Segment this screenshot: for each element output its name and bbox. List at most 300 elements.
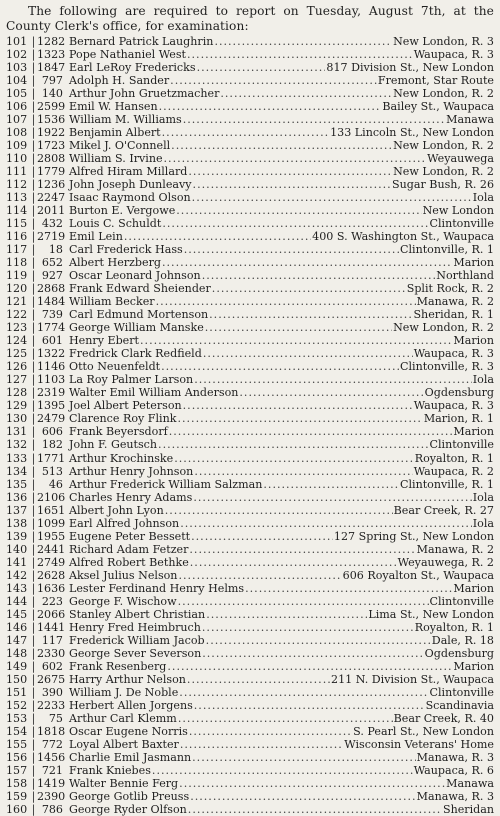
list-item bbox=[6, 452, 494, 465]
registrant-address: Iola bbox=[472, 490, 494, 504]
list-item bbox=[6, 178, 494, 191]
order-number: 390 bbox=[41, 685, 63, 699]
order-number: 1103 bbox=[37, 373, 66, 387]
column-separator: | bbox=[31, 451, 36, 465]
registrant-name: Frank Kniebes bbox=[69, 763, 151, 777]
column-separator: | bbox=[31, 295, 36, 309]
column-separator: | bbox=[31, 61, 36, 75]
registrant-name: Albert Herzberg bbox=[69, 256, 161, 270]
column-separator: | bbox=[31, 477, 36, 491]
column-separator: | bbox=[31, 659, 36, 673]
order-number: 772 bbox=[41, 737, 63, 751]
registrant-address: Marion bbox=[453, 581, 494, 595]
registrant-address: Fremont, Star Route bbox=[377, 74, 494, 88]
list-item bbox=[6, 803, 494, 816]
registrant-name: William M. Williams bbox=[69, 113, 182, 127]
column-separator: | bbox=[31, 165, 36, 179]
list-item bbox=[6, 204, 494, 217]
registrant-name: John F. Geutsch bbox=[69, 438, 158, 452]
registrant-name: Herbert Allen Jorgens bbox=[69, 698, 193, 712]
registrant-name: Oscar Eugene Norris bbox=[69, 724, 188, 738]
serial-number: 133 bbox=[6, 451, 28, 465]
serial-number: 116 bbox=[6, 230, 28, 244]
list-item bbox=[6, 764, 494, 777]
column-separator: | bbox=[31, 360, 36, 374]
order-number: 1456 bbox=[37, 750, 66, 764]
order-number: 2628 bbox=[37, 568, 66, 582]
registrant-address: Waupaca, R. 3 bbox=[413, 48, 494, 62]
registrant-address: Clintonville bbox=[429, 594, 494, 608]
registrant-name: George William Manske bbox=[69, 321, 204, 335]
list-item bbox=[6, 777, 494, 790]
column-separator: | bbox=[31, 139, 36, 153]
serial-number: 119 bbox=[6, 269, 28, 283]
leader-dots bbox=[187, 48, 413, 61]
registrant-address: 211 N. Division St., Waupaca bbox=[331, 672, 494, 686]
registrant-address: 400 S. Washington St., Waupaca bbox=[312, 230, 494, 244]
leader-dots bbox=[140, 334, 452, 347]
serial-number: 157 bbox=[6, 763, 28, 777]
order-number: 1847 bbox=[37, 61, 66, 75]
column-separator: | bbox=[31, 74, 36, 88]
registrant-address: Scandinavia bbox=[425, 698, 494, 712]
list-item bbox=[6, 465, 494, 478]
serial-number: 148 bbox=[6, 646, 28, 660]
leader-dots bbox=[194, 373, 472, 386]
column-separator: | bbox=[31, 802, 36, 816]
registrant-address: Bear Creek, R. 40 bbox=[393, 711, 494, 725]
list-item bbox=[6, 673, 494, 686]
order-number: 721 bbox=[41, 763, 63, 777]
serial-number: 155 bbox=[6, 737, 28, 751]
registrant-address: New London, R. 2 bbox=[393, 87, 494, 101]
leader-dots bbox=[178, 569, 341, 582]
registrant-address: Sheridan bbox=[442, 802, 494, 816]
order-number: 2479 bbox=[37, 412, 66, 426]
registrant-address: Clintonville, R. 3 bbox=[399, 360, 494, 374]
registrant-name: Carl Edmund Mortenson bbox=[69, 308, 209, 322]
serial-number: 136 bbox=[6, 490, 28, 504]
leader-dots bbox=[171, 139, 392, 152]
leader-dots bbox=[176, 204, 421, 217]
order-number: 2066 bbox=[37, 607, 66, 621]
leader-dots bbox=[165, 504, 393, 517]
serial-number: 106 bbox=[6, 100, 28, 114]
registrant-address: Marion bbox=[453, 425, 494, 439]
serial-number: 122 bbox=[6, 308, 28, 322]
column-separator: | bbox=[31, 35, 36, 48]
column-separator: | bbox=[31, 321, 36, 335]
registrant-name: Frank Edward Sheiender bbox=[69, 282, 211, 296]
registrant-name: Frank Beyersdorf bbox=[69, 425, 168, 439]
list-item bbox=[6, 48, 494, 61]
registrant-address: New London, R. 2 bbox=[393, 321, 494, 335]
list-item bbox=[6, 282, 494, 295]
registrant-name: Pope Nathaniel West bbox=[69, 48, 186, 62]
registrant-name: Isaac Raymond Olson bbox=[69, 191, 191, 205]
list-item bbox=[6, 243, 494, 256]
registrant-address: Dale, R. 18 bbox=[431, 633, 494, 647]
serial-number: 102 bbox=[6, 48, 28, 62]
serial-number: 142 bbox=[6, 568, 28, 582]
column-separator: | bbox=[31, 230, 36, 244]
registrant-name: Richard Adam Fetzer bbox=[69, 542, 189, 556]
column-separator: | bbox=[31, 594, 36, 608]
column-separator: | bbox=[31, 516, 36, 530]
order-number: 927 bbox=[41, 269, 63, 283]
column-separator: | bbox=[31, 542, 36, 556]
list-item bbox=[6, 373, 494, 386]
list-item bbox=[6, 87, 494, 100]
order-number: 1922 bbox=[37, 126, 66, 140]
serial-number: 134 bbox=[6, 464, 28, 478]
registrant-address: Manawa bbox=[446, 113, 494, 127]
list-item bbox=[6, 295, 494, 308]
column-separator: | bbox=[31, 100, 36, 114]
leader-dots bbox=[191, 530, 333, 543]
order-number: 739 bbox=[41, 308, 63, 322]
leader-dots bbox=[178, 712, 393, 725]
leader-dots bbox=[202, 621, 414, 634]
leader-dots bbox=[187, 673, 330, 686]
order-number: 797 bbox=[41, 74, 63, 88]
registrant-address: Clintonville bbox=[429, 685, 494, 699]
registrant-address: Sheridan, R. 1 bbox=[413, 308, 494, 322]
column-separator: | bbox=[31, 698, 36, 712]
serial-number: 131 bbox=[6, 425, 28, 439]
registrant-address: Clintonville bbox=[429, 217, 494, 231]
serial-number: 120 bbox=[6, 282, 28, 296]
registrant-address: 606 Royalton St., Waupaca bbox=[342, 568, 494, 582]
leader-dots bbox=[174, 452, 414, 465]
column-separator: | bbox=[31, 425, 36, 439]
serial-number: 101 bbox=[6, 35, 28, 48]
registrant-name: Arthur John Gruetzmacher bbox=[69, 87, 220, 101]
registrant-name: George Ryder Olfson bbox=[69, 802, 187, 816]
serial-number: 103 bbox=[6, 61, 28, 75]
column-separator: | bbox=[31, 152, 36, 166]
leader-dots bbox=[183, 399, 413, 412]
column-separator: | bbox=[31, 347, 36, 361]
order-number: 117 bbox=[41, 633, 63, 647]
serial-number: 107 bbox=[6, 113, 28, 127]
registrant-address: Waupaca, R. 3 bbox=[413, 347, 494, 361]
registrant-name: George Sever Severson bbox=[69, 646, 202, 660]
order-number: 1723 bbox=[37, 139, 66, 153]
registrant-name: Henry Fred Heimbruch bbox=[69, 620, 201, 634]
leader-dots bbox=[178, 595, 429, 608]
list-item bbox=[6, 634, 494, 647]
order-number: 1818 bbox=[37, 724, 66, 738]
column-separator: | bbox=[31, 490, 36, 504]
serial-number: 111 bbox=[6, 165, 28, 179]
column-separator: | bbox=[31, 503, 36, 517]
leader-dots bbox=[124, 230, 311, 243]
list-item bbox=[6, 152, 494, 165]
column-separator: | bbox=[31, 308, 36, 322]
serial-number: 146 bbox=[6, 620, 28, 634]
column-separator: | bbox=[31, 113, 36, 127]
list-item bbox=[6, 556, 494, 569]
registrant-name: George Gotlib Preuss bbox=[69, 789, 190, 803]
order-number: 606 bbox=[41, 425, 63, 439]
column-separator: | bbox=[31, 607, 36, 621]
order-number: 1955 bbox=[37, 529, 66, 543]
leader-dots bbox=[164, 152, 427, 165]
serial-number: 151 bbox=[6, 685, 28, 699]
leader-dots bbox=[159, 100, 382, 113]
serial-number: 158 bbox=[6, 776, 28, 790]
order-number: 1322 bbox=[37, 347, 66, 361]
registrant-address: New London bbox=[422, 204, 494, 218]
column-separator: | bbox=[31, 711, 36, 725]
order-number: 2868 bbox=[37, 282, 66, 296]
order-number: 1282 bbox=[37, 35, 66, 48]
list-item bbox=[6, 191, 494, 204]
registrant-name: Walter Emil William Anderson bbox=[69, 386, 239, 400]
order-number: 1636 bbox=[37, 581, 66, 595]
list-item bbox=[6, 412, 494, 425]
registrant-address: New London, R. 3 bbox=[393, 35, 494, 48]
serial-number: 159 bbox=[6, 789, 28, 803]
order-number: 2247 bbox=[37, 191, 66, 205]
registrant-name: Aksel Julius Nelson bbox=[69, 568, 178, 582]
list-item bbox=[6, 425, 494, 438]
registrant-address: Manawa, R. 2 bbox=[416, 295, 494, 309]
registrant-name: Carl Frederick Hass bbox=[69, 243, 183, 257]
registrant-name: Earl LeRoy Fredericks bbox=[69, 61, 196, 75]
registrant-name: William Becker bbox=[69, 295, 155, 309]
registrant-name: Charles Henry Adams bbox=[69, 490, 193, 504]
serial-number: 156 bbox=[6, 750, 28, 764]
list-item bbox=[6, 608, 494, 621]
registrant-address: Weyauwega bbox=[427, 152, 494, 166]
serial-number: 117 bbox=[6, 243, 28, 257]
column-separator: | bbox=[31, 243, 36, 257]
registrant-name: Frank Resenberg bbox=[69, 659, 167, 673]
list-item bbox=[6, 647, 494, 660]
column-separator: | bbox=[31, 334, 36, 348]
list-item bbox=[6, 712, 494, 725]
registrant-name: Adolph H. Sander bbox=[69, 74, 170, 88]
leader-dots bbox=[190, 556, 397, 569]
serial-number: 129 bbox=[6, 399, 28, 413]
list-item bbox=[6, 569, 494, 582]
serial-number: 154 bbox=[6, 724, 28, 738]
column-separator: | bbox=[31, 191, 36, 205]
leader-dots bbox=[161, 360, 399, 373]
registrant-address: Ogdensburg bbox=[424, 646, 494, 660]
registrant-name: Walter Bennie Ferg bbox=[69, 776, 179, 790]
list-item bbox=[6, 790, 494, 803]
list-item bbox=[6, 438, 494, 451]
leader-dots bbox=[158, 438, 428, 451]
list-item bbox=[6, 660, 494, 673]
list-item bbox=[6, 360, 494, 373]
registrant-address: Waupaca, R. 3 bbox=[413, 399, 494, 413]
leader-dots bbox=[177, 412, 422, 425]
serial-number: 141 bbox=[6, 555, 28, 569]
order-number: 2808 bbox=[37, 152, 66, 166]
registrant-name: Alfred Hiram Millard bbox=[69, 165, 188, 179]
column-separator: | bbox=[31, 685, 36, 699]
serial-number: 135 bbox=[6, 477, 28, 491]
leader-dots bbox=[263, 478, 399, 491]
column-separator: | bbox=[31, 724, 36, 738]
column-separator: | bbox=[31, 178, 36, 192]
leader-dots bbox=[188, 165, 392, 178]
leader-dots bbox=[205, 321, 392, 334]
registrant-name: Loyal Albert Baxter bbox=[69, 737, 179, 751]
order-number: 2390 bbox=[37, 789, 66, 803]
registrant-list bbox=[6, 35, 494, 816]
list-item bbox=[6, 530, 494, 543]
list-item bbox=[6, 699, 494, 712]
registrant-address: Marion bbox=[453, 659, 494, 673]
order-number: 18 bbox=[48, 243, 63, 257]
order-number: 1651 bbox=[37, 503, 66, 517]
column-separator: | bbox=[31, 672, 36, 686]
column-separator: | bbox=[31, 633, 36, 647]
column-separator: | bbox=[31, 373, 36, 387]
leader-dots bbox=[193, 178, 391, 191]
registrant-name: Mikel J. O'Connell bbox=[69, 139, 171, 153]
serial-number: 153 bbox=[6, 711, 28, 725]
list-item bbox=[6, 347, 494, 360]
order-number: 140 bbox=[41, 87, 63, 101]
serial-number: 150 bbox=[6, 672, 28, 686]
list-item bbox=[6, 321, 494, 334]
serial-number: 137 bbox=[6, 503, 28, 517]
registrant-address: Manawa, R. 3 bbox=[416, 750, 494, 764]
column-separator: | bbox=[31, 204, 36, 218]
order-number: 2719 bbox=[37, 230, 66, 244]
list-item bbox=[6, 334, 494, 347]
leader-dots bbox=[220, 87, 392, 100]
leader-dots bbox=[169, 425, 453, 438]
registrant-name: Bernard Patrick Laughrin bbox=[69, 35, 214, 48]
order-number: 786 bbox=[41, 802, 63, 816]
serial-number: 152 bbox=[6, 698, 28, 712]
order-number: 182 bbox=[41, 438, 63, 452]
registrant-name: Arthur Krochinske bbox=[69, 451, 174, 465]
list-item bbox=[6, 165, 494, 178]
leader-dots bbox=[184, 243, 399, 256]
serial-number: 113 bbox=[6, 191, 28, 205]
registrant-name: Charlie Emil Jasmann bbox=[69, 750, 192, 764]
order-number: 1146 bbox=[37, 360, 66, 374]
serial-number: 115 bbox=[6, 217, 28, 231]
list-item bbox=[6, 725, 494, 738]
serial-number: 114 bbox=[6, 204, 28, 218]
registrant-name: Burton E. Vergowe bbox=[69, 204, 176, 218]
registrant-address: 127 Spring St., New London bbox=[333, 529, 494, 543]
leader-dots bbox=[206, 634, 431, 647]
list-item bbox=[6, 269, 494, 282]
leader-dots bbox=[189, 543, 415, 556]
serial-number: 110 bbox=[6, 152, 28, 166]
list-item bbox=[6, 738, 494, 751]
order-number: 513 bbox=[41, 464, 63, 478]
column-separator: | bbox=[31, 620, 36, 634]
list-item bbox=[6, 504, 494, 517]
registrant-name: Stanley Albert Christian bbox=[69, 607, 206, 621]
serial-number: 123 bbox=[6, 321, 28, 335]
registrant-name: William S. Irvine bbox=[69, 152, 163, 166]
serial-number: 105 bbox=[6, 87, 28, 101]
registrant-name: Lester Ferdinand Henry Helms bbox=[69, 581, 245, 595]
leader-dots bbox=[206, 608, 367, 621]
registrant-address: Waupaca, R. 6 bbox=[413, 763, 494, 777]
list-item bbox=[6, 386, 494, 399]
serial-number: 126 bbox=[6, 360, 28, 374]
column-separator: | bbox=[31, 789, 36, 803]
list-item bbox=[6, 230, 494, 243]
column-separator: | bbox=[31, 386, 36, 400]
registrant-name: La Roy Palmer Larson bbox=[69, 373, 194, 387]
serial-number: 109 bbox=[6, 139, 28, 153]
registrant-address: Iola bbox=[472, 191, 494, 205]
serial-number: 149 bbox=[6, 659, 28, 673]
list-item bbox=[6, 61, 494, 74]
registrant-address: Bailey St., Waupaca bbox=[382, 100, 494, 114]
registrant-address: Split Rock, R. 2 bbox=[406, 282, 494, 296]
order-number: 1484 bbox=[37, 295, 66, 309]
leader-dots bbox=[179, 777, 445, 790]
serial-number: 124 bbox=[6, 334, 28, 348]
registrant-name: William J. De Noble bbox=[69, 685, 179, 699]
leader-dots bbox=[192, 191, 472, 204]
order-number: 2330 bbox=[37, 646, 66, 660]
registrant-address: Manawa, R. 2 bbox=[416, 542, 494, 556]
registrant-name: Emil Lein bbox=[69, 230, 123, 244]
leader-dots bbox=[194, 465, 412, 478]
registrant-address: Clintonville, R. 1 bbox=[399, 477, 494, 491]
leader-dots bbox=[180, 738, 343, 751]
order-number: 601 bbox=[41, 334, 63, 348]
order-number: 2106 bbox=[37, 490, 66, 504]
registrant-name: Albert John Lyon bbox=[69, 503, 164, 517]
list-item bbox=[6, 478, 494, 491]
serial-number: 139 bbox=[6, 529, 28, 543]
column-separator: | bbox=[31, 269, 36, 283]
serial-number: 108 bbox=[6, 126, 28, 140]
order-number: 1236 bbox=[37, 178, 66, 192]
registrant-address: Bear Creek, R. 27 bbox=[393, 503, 494, 517]
leader-dots bbox=[197, 61, 326, 74]
list-item bbox=[6, 399, 494, 412]
leader-dots bbox=[162, 256, 452, 269]
leader-dots bbox=[179, 686, 428, 699]
leader-dots bbox=[170, 74, 377, 87]
leader-dots bbox=[193, 491, 471, 504]
serial-number: 132 bbox=[6, 438, 28, 452]
registrant-name: Arthur Carl Klemm bbox=[69, 711, 177, 725]
leader-dots bbox=[152, 764, 413, 777]
order-number: 2011 bbox=[37, 204, 66, 218]
order-number: 223 bbox=[41, 594, 63, 608]
serial-number: 121 bbox=[6, 295, 28, 309]
column-separator: | bbox=[31, 776, 36, 790]
order-number: 652 bbox=[41, 256, 63, 270]
leader-dots bbox=[192, 751, 415, 764]
leader-dots bbox=[167, 660, 452, 673]
order-number: 1779 bbox=[37, 165, 66, 179]
serial-number: 130 bbox=[6, 412, 28, 426]
registrant-address: Clintonville bbox=[429, 438, 494, 452]
column-separator: | bbox=[31, 217, 36, 231]
registrant-name: Otto Neuenfeldt bbox=[69, 360, 161, 374]
